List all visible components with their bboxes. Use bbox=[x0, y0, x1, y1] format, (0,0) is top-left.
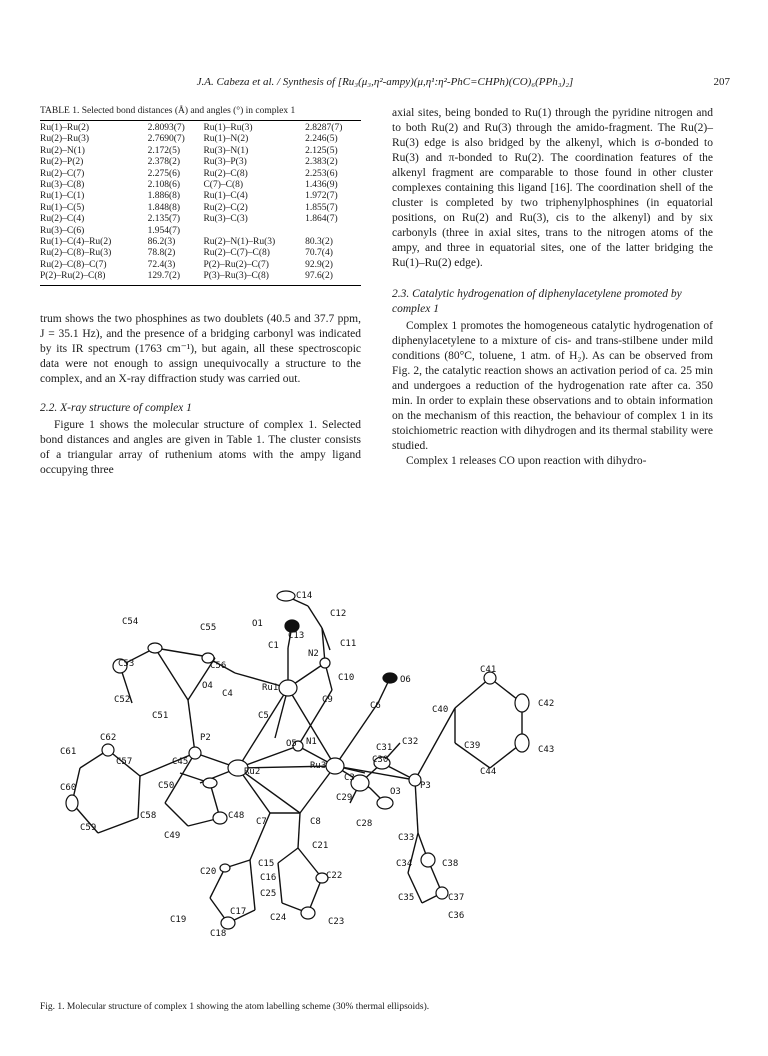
ortep-drawing bbox=[60, 578, 700, 943]
bond-value: 2.246(5) bbox=[305, 134, 338, 145]
atom-label: C59 bbox=[80, 823, 97, 833]
right-paragraph-3: Complex 1 releases CO upon reaction with dihydro- bbox=[406, 455, 647, 467]
bond-value: 2.8093(7) bbox=[147, 123, 185, 133]
bond-value bbox=[305, 226, 361, 237]
bond-label: Ru(3)–P(3) bbox=[203, 157, 247, 168]
atom-label: N2 bbox=[308, 649, 319, 659]
atom-label: O1 bbox=[252, 619, 263, 629]
atom-label: C60 bbox=[60, 783, 77, 793]
table-row bbox=[40, 271, 361, 285]
atom-label: C20 bbox=[200, 867, 217, 877]
atom-label: P2 bbox=[200, 733, 211, 743]
atom-label: C34 bbox=[396, 859, 413, 869]
running-header bbox=[40, 76, 730, 92]
bond-value: 2.275(6) bbox=[147, 168, 181, 179]
atom-label: N1 bbox=[306, 737, 317, 747]
atom-label: C7 bbox=[256, 817, 267, 827]
bond-label: Ru(1)–C(4) bbox=[203, 191, 248, 202]
atom-label: C41 bbox=[480, 665, 497, 675]
atom-label: C35 bbox=[398, 893, 415, 903]
atom-label: C30 bbox=[372, 755, 389, 765]
atom-label: C13 bbox=[288, 631, 305, 641]
section-heading-2-3: 2.3. Catalytic hydrogenation of diphenylacetylene promoted by complex 1 bbox=[392, 288, 682, 315]
atom-label: O5 bbox=[286, 739, 297, 749]
atom-label: C8 bbox=[310, 817, 321, 827]
atom-label: C6 bbox=[370, 701, 381, 711]
bond-value: 92.9(2) bbox=[305, 259, 333, 270]
bond-table bbox=[40, 120, 361, 286]
bond-label: P(3)–Ru(3)–C(8) bbox=[203, 271, 305, 285]
bond-label: Ru(2)–C(4) bbox=[40, 214, 85, 225]
atom-label: C38 bbox=[442, 859, 459, 869]
bond-label: C(7)–C(8) bbox=[203, 180, 244, 191]
bond-value: 1.848(8) bbox=[147, 202, 181, 213]
bond-label: Ru(1)–C(5) bbox=[40, 202, 85, 213]
bond-label: Ru(3)–N(1) bbox=[203, 145, 249, 156]
atom-label: Ru3 bbox=[310, 761, 327, 771]
atom-label: C54 bbox=[122, 617, 139, 627]
right-paragraph-2: Complex 1 promotes the homogeneous catalytic hydrogenation of diphenylacetylene to a mixture of cis- and trans-stilbene under mild conditions (80°C, toluene, 1 atm. of H₂). As can be observed from Fig. 2, the catalytic reaction shows an activation period of ca. 25 min and undergoes a reduction of the hydrogenation rate after ca. 350 min. In order to explain these observations and to obtain information on the mechanism of this reaction, the behaviour of complex 1 in its stoichiometric reaction with dihydrogen and its thermal stability were studied. bbox=[392, 320, 713, 452]
right-paragraph-1: axial sites, being bonded to Ru(1) through the pyridine nitrogen and to both Ru(2) and Ru(3) through the amido-fragment. The Ru(2)–Ru(3) edge is also bridged by the alkenyl, which is σ-bonded to Ru(3) and π-bonded to Ru(2). The coordination features of the alkenyl fragment are comparable to those found in other cluster complexes containing this ligand [16]. The coordination shell of the cluster is completed by two triphenylphosphines (in equatorial positions, on Ru(2) and Ru(3), cis to the alkenyl) and by six carbonyls (three in axial sites, trans to the nitrogen atoms of the ampy, and three in equatorial sites, one of the latter bridging the Ru(1)–Ru(2) edge). bbox=[392, 107, 713, 269]
atom-label: C50 bbox=[158, 781, 175, 791]
bond-value: 129.7(2) bbox=[148, 271, 204, 285]
bond-label: Ru(2)–C(8)–C(7) bbox=[40, 259, 107, 270]
atom-label: O6 bbox=[400, 675, 411, 685]
atom-label: C62 bbox=[100, 733, 117, 743]
table-row bbox=[40, 191, 361, 202]
atom-label: C11 bbox=[340, 639, 357, 649]
atom-label: O4 bbox=[202, 681, 213, 691]
bond-value: 2.253(6) bbox=[305, 168, 338, 179]
bond-label: Ru(2)–C(8) bbox=[203, 168, 248, 179]
atom-label: C56 bbox=[210, 661, 227, 671]
atom-label: C10 bbox=[338, 673, 355, 683]
bond-value: 1.436(9) bbox=[305, 180, 338, 191]
bond-value: 2.383(2) bbox=[305, 157, 338, 168]
atom-label: C61 bbox=[60, 747, 77, 757]
table-row bbox=[40, 248, 361, 259]
bond-value: 72.4(3) bbox=[147, 259, 176, 270]
table-row bbox=[40, 203, 361, 214]
atom-label: C32 bbox=[402, 737, 419, 747]
bond-label: Ru(2)–Ru(3) bbox=[40, 134, 90, 145]
atom-label: P3 bbox=[420, 781, 431, 791]
table-row bbox=[40, 237, 361, 248]
bond-value: 78.8(2) bbox=[147, 248, 176, 259]
page-number: 207 bbox=[713, 76, 730, 88]
molecular-structure-figure bbox=[60, 578, 700, 943]
left-paragraph-1: trum shows the two phosphines as two doublets (40.5 and 37.7 ppm, J = 35.1 Hz), and the presence of a bridging carbonyl was indicated by its IR spectrum (1763 cm⁻¹), but again, all these spectroscopic data were not enough to assign unequivocally a structure to the complex, and an X-ray diffraction study was carried out. bbox=[40, 312, 361, 385]
atom-label: C29 bbox=[336, 793, 353, 803]
atom-label: C4 bbox=[222, 689, 233, 699]
bond-label: Ru(2)–C(7) bbox=[40, 168, 85, 179]
atom-label: C44 bbox=[480, 767, 497, 777]
atom-label: C28 bbox=[356, 819, 373, 829]
bond-label: Ru(3)–C(3) bbox=[203, 214, 248, 225]
bond-value: 1.972(7) bbox=[305, 191, 338, 202]
bond-value: 2.172(5) bbox=[147, 145, 181, 156]
bond-label: Ru(2)–C(8)–Ru(3) bbox=[40, 248, 112, 259]
atom-label: C24 bbox=[270, 913, 287, 923]
table-row bbox=[40, 226, 361, 237]
atom-label: C37 bbox=[448, 893, 465, 903]
bond-label: Ru(3)–C(6) bbox=[40, 225, 85, 236]
figure-caption: Fig. 1. Molecular structure of complex 1 showing the atom labelling scheme (30% thermal ellipsoids). bbox=[40, 1002, 430, 1012]
atom-label: C42 bbox=[538, 699, 555, 709]
atom-label: C57 bbox=[116, 757, 133, 767]
bond-label: Ru(3)–C(8) bbox=[40, 180, 85, 191]
bond-value: 70.7(4) bbox=[305, 248, 333, 259]
table-row bbox=[40, 169, 361, 180]
atom-label: C36 bbox=[448, 911, 465, 921]
atom-label: C52 bbox=[114, 695, 131, 705]
atom-label: C49 bbox=[164, 831, 181, 841]
bond-label: Ru(2)–C(2) bbox=[203, 202, 248, 213]
table-row bbox=[40, 157, 361, 168]
atom-label: C1 bbox=[268, 641, 279, 651]
bond-label: Ru(1)–N(2) bbox=[203, 134, 249, 145]
bond-value: 1.954(7) bbox=[147, 225, 181, 236]
atom-label: C17 bbox=[230, 907, 247, 917]
bond-label: Ru(1)–Ru(3) bbox=[203, 123, 253, 133]
bond-label: P(2)–Ru(2)–C(8) bbox=[40, 271, 148, 285]
table-row bbox=[40, 214, 361, 225]
bond-value: 80.3(2) bbox=[305, 237, 333, 248]
bond-label: P(2)–Ru(2)–C(7) bbox=[203, 259, 269, 270]
table-row bbox=[40, 260, 361, 271]
atom-label: C5 bbox=[258, 711, 269, 721]
table-row bbox=[40, 180, 361, 191]
bond-value: 2.378(2) bbox=[147, 157, 181, 168]
bond-label: Ru(2)–N(1)–Ru(3) bbox=[203, 237, 276, 248]
atom-label: C51 bbox=[152, 711, 169, 721]
bond-value: 2.7690(7) bbox=[147, 134, 185, 145]
atom-label: C15 bbox=[258, 859, 275, 869]
atom-label: C23 bbox=[328, 917, 345, 927]
atom-label: C40 bbox=[432, 705, 449, 715]
atom-label: C45 bbox=[172, 757, 189, 767]
bond-label: Ru(1)–C(1) bbox=[40, 191, 85, 202]
atom-label: C55 bbox=[200, 623, 217, 633]
atom-label: C31 bbox=[376, 743, 393, 753]
bond-label: Ru(2)–N(1) bbox=[40, 145, 85, 156]
atom-label: C48 bbox=[228, 811, 245, 821]
atom-label: C39 bbox=[464, 741, 481, 751]
bond-value: 2.108(6) bbox=[147, 180, 181, 191]
left-column bbox=[40, 106, 361, 478]
bond-value: 1.886(8) bbox=[147, 191, 181, 202]
atom-label: C14 bbox=[296, 591, 313, 601]
section-heading-2-2: 2.2. X-ray structure of complex 1 bbox=[40, 401, 192, 414]
bond-value: 1.864(7) bbox=[305, 214, 338, 225]
bond-value: 97.6(2) bbox=[305, 271, 361, 285]
atom-label: C33 bbox=[398, 833, 415, 843]
atom-label: C43 bbox=[538, 745, 555, 755]
atom-label: C9 bbox=[322, 695, 333, 705]
table-row bbox=[40, 121, 361, 134]
table-caption: TABLE 1. Selected bond distances (Å) and angles (°) in complex 1 bbox=[40, 106, 296, 116]
atom-label: C53 bbox=[118, 659, 135, 669]
table-row bbox=[40, 146, 361, 157]
atom-label: C18 bbox=[210, 929, 227, 939]
atom-label: O3 bbox=[390, 787, 401, 797]
bond-label: Ru(2)–P(2) bbox=[40, 157, 84, 168]
left-paragraph-2: Figure 1 shows the molecular structure of complex 1. Selected bond distances and angles are given in Table 1. The cluster consists of a triangular array of ruthenium atoms with the ampy ligand occupying three bbox=[40, 418, 361, 476]
bond-label bbox=[203, 226, 305, 237]
atom-label: C12 bbox=[330, 609, 347, 619]
atom-label: C22 bbox=[326, 871, 343, 881]
bond-value: 2.125(5) bbox=[305, 145, 338, 156]
bond-value: 86.2(3) bbox=[147, 237, 176, 248]
bond-label: Ru(2)–C(7)–C(8) bbox=[203, 248, 270, 259]
bond-value: 2.135(7) bbox=[147, 214, 181, 225]
atom-label: Ru2 bbox=[244, 767, 261, 777]
atom-label: C25 bbox=[260, 889, 277, 899]
bond-label: Ru(1)–C(4)–Ru(2) bbox=[40, 237, 112, 248]
table-row bbox=[40, 134, 361, 145]
atom-label: C3 bbox=[344, 773, 355, 783]
atom-label: C21 bbox=[312, 841, 329, 851]
atom-label: Ru1 bbox=[262, 683, 279, 693]
atom-label: C16 bbox=[260, 873, 277, 883]
bond-label: Ru(1)–Ru(2) bbox=[40, 123, 90, 133]
bond-value: 1.855(7) bbox=[305, 202, 338, 213]
atom-label: C19 bbox=[170, 915, 187, 925]
running-title: J.A. Cabeza et al. / Synthesis of [Ru₃(μ₃,η²-ampy)(μ,η¹:η²-PhC=CHPh)(CO)₆(PPh₃)₂] bbox=[196, 76, 574, 88]
atom-label: C58 bbox=[140, 811, 157, 821]
bond-value: 2.8287(7) bbox=[305, 123, 343, 133]
right-column bbox=[392, 106, 713, 469]
